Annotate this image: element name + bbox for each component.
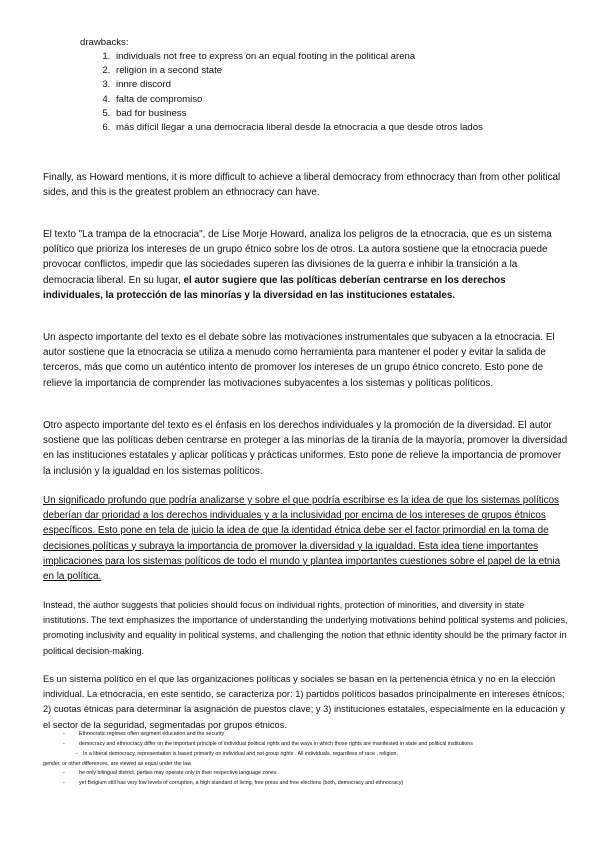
list-item: 1. individuals not free to express on an equal footing in the political arena: [113, 50, 600, 64]
bullet-dash: -: [63, 770, 65, 777]
note-text: Ethnocratic regimes often segment education and the security: [79, 731, 225, 737]
bullet-dash: -: [63, 779, 65, 786]
bullet-dash: -: [63, 731, 65, 737]
paragraph-derechos-individuales: Otro aspecto importante del texto es el énfasis en los derechos individuales y la promoción de la diversidad. El autor sostiene que las políticas deben centrarse en proteger a las minorías de la tiranía de la mayoría, promover la diversidad en las instituciones estatales y aplicar políticas y prácticas uniformes. Esto pone de relieve la importancia de promover la inclusión y la igualdad en los sistemas políticos.: [43, 420, 568, 477]
note-text: democracy and ethnocracy differ on the important principle of individual political rights and the ways in which those rights are manifested in state and political institutions: [79, 740, 473, 747]
paragraph-motivaciones: Un aspecto importante del texto es el debate sobre las motivaciones instrumentales que subyacen a la etnocracia. El autor sostiene que la etnocracia se utiliza a menudo como herramienta para mantener el poder y evitar la salida de terceros, más que como un auténtico intento de promover los intereses de un grupo étnico concreto. Esto pone de relieve la importancia de comprender las motivaciones subyacentes a los sistemas y políticas políticos.: [43, 332, 555, 389]
list-item: [43, 730, 573, 740]
list-item: 6. más difícil llegar a una democracia liberal desde la etnocracia a que desde otros lados: [113, 121, 600, 135]
note-text-continuation: gender, or other differences, are viewed as equal under the law: [43, 760, 192, 767]
drawbacks-heading: drawbacks:: [80, 37, 129, 48]
list-item: 5. bad for business: [113, 107, 600, 121]
list-item: 2. religion in a second state: [113, 64, 600, 78]
drawbacks-list: [80, 50, 600, 135]
note-text: he only bilingual district, parties may operate only in their respective language zones .: [79, 770, 280, 777]
list-item: [43, 779, 573, 789]
note-text: In a liberal democracy, representation is based primarily on individual and not group rights . All individuals, regardless of race , religion,: [83, 751, 398, 758]
paragraph-text: El texto "La trampa de la etnocracia", de Lise Morje Howard, analiza los peligros de la etnocracia, que es un sistema político que prioriza los intereses de un grupo étnico sobre los de otros. La autora sostiene que la etnocracia puede provocar conflictos, impedir que las sociedades superen las divisiones de la guerra e inhibir la transición a la democracia liberal. En su lugar,: [43, 229, 552, 286]
list-item: 3. innre discord: [113, 78, 600, 92]
bullet-dash: -: [63, 740, 65, 747]
list-item: 4. falta de compromiso: [113, 93, 600, 107]
paragraph-bold-text: el autor sugiere que las políticas deberían centrarse en los derechos individuales, la protección de las minorías y la diversidad en las instituciones estatales.: [43, 274, 506, 301]
paragraph-definicion-etnocracia: Es un sistema político en el que las organizaciones políticas y sociales se basan en la pertenencia étnica y no en la elección individual. La etnocracia, en este sentido, se caracteriza por: 1) partidos políticos basados principalmente en intereses étnicos; 2) cuotas étnicas para determinar la asignación de puestos clave; y 3) instituciones estatales, especialmente en la educación y el sector de la seguridad, segmentadas por grupos étnicos.: [43, 674, 565, 730]
list-item: [43, 750, 573, 769]
notes-list: [43, 730, 573, 789]
list-item: [43, 769, 573, 779]
paragraph-english-summary: Instead, the author suggests that policies should focus on individual rights, protection of minorities, and diversity in state institutions. The text emphasizes the importance of understanding the underlying motivations behind political systems and policies, promoting inclusivity and equality in political systems, and challenging the notion that ethnic identity should be the primary factor in political decision-making.: [43, 600, 568, 656]
list-item: [43, 740, 573, 750]
note-text: yet Belgium still has very low levels of corruption, a high standard of living, free press and free elections (both, democracy and ethnocracy): [79, 779, 404, 786]
paragraph-trampa-etnocracia: [43, 227, 568, 303]
bullet-dash: -: [76, 751, 78, 758]
paragraph-howard-conclusion: Finally, as Howard mentions, it is more difficult to achieve a liberal democracy from ethnocracy than from other political sides, and this is the greatest problem an ethnocracy can have.: [43, 172, 561, 199]
paragraph-significado-profundo: Un significado profundo que podría analizarse y sobre el que podría escribirse es la idea de que los sistemas políticos deberían dar prioridad a los derechos individuales y a la inclusividad por encima de los intereses de grupos étnicos específicos. Esto pone en tela de juicio la idea de que la identidad étnica debe ser el factor primordial en la toma de decisiones políticas y subraya la importancia de promover la diversidad y la igualdad. Esta idea tiene importantes implicaciones para los sistemas políticos de todo el mundo y plantea importantes cuestiones sobre el papel de la etnia en la política.: [43, 495, 561, 583]
